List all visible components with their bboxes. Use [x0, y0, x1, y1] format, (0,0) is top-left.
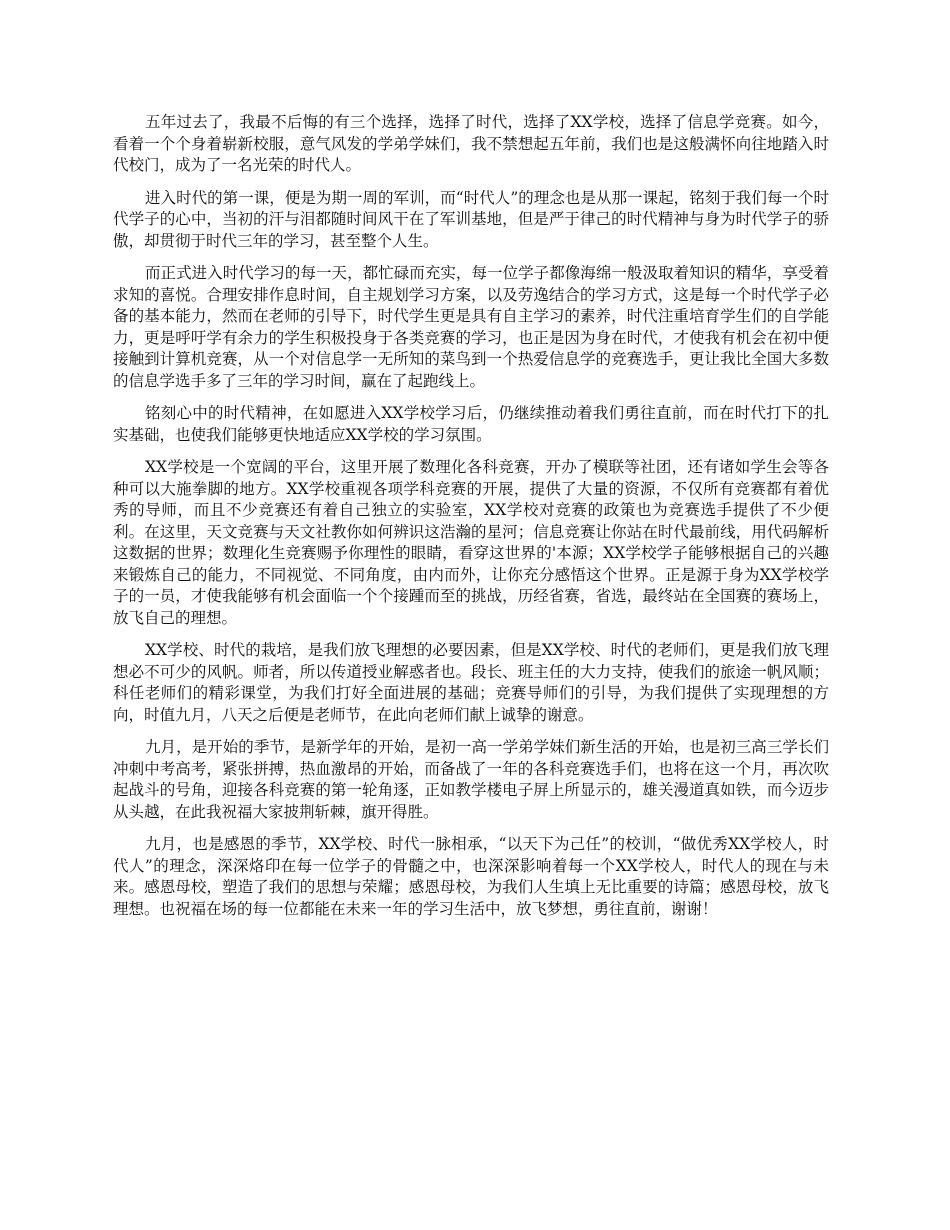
paragraph-2: 进入时代的第一课，便是为期一周的军训，而“时代人”的理念也是从那一课起，铭刻于我们每一个时代学子的心中，当初的汗与泪都随时间风干在了军训基地，但是严于律己的时代精神与身为时代学子的骄傲，却贯彻于时代三年的学习，甚至整个人生。: [113, 188, 829, 250]
document-body: [113, 112, 829, 931]
paragraph-3: 而正式进入时代学习的每一天，都忙碌而充实，每一位学子都像海绵一般汲取着知识的精华，享受着求知的喜悦。合理安排作息时间，自主规划学习方案，以及劳逸结合的学习方式，这是每一个时代学子必备的基本能力，然而在老师的引导下，时代学生更是具有自主学习的素养，时代注重培育学生们的自学能力，更是呼吁学有余力的学生积极投身于各类竞赛的学习，也正是因为身在时代，才使我有机会在初中便接触到计算机竞赛，从一个对信息学一无所知的菜鸟到一个热爱信息学的竞赛选手，更让我比全国大多数的信息学选手多了三年的学习时间，赢在了起跑线上。: [113, 264, 829, 390]
paragraph-4: 铭刻心中的时代精神，在如愿进入XX学校学习后，仍继续推动着我们勇往直前，而在时代打下的扎实基础，也使我们能够更快地适应XX学校的学习氛围。: [113, 404, 829, 444]
paragraph-7: 九月，是开始的季节，是新学年的开始，是初一高一学弟学妹们新生活的开始，也是初三高三学长们冲刺中考高考，紧张拼搏，热血激昂的开始，而备战了一年的各科竞赛选手们，也将在这一个月，再次吹起战斗的号角，迎接各科竞赛的第一轮角逐，正如教学楼电子屏上所显示的，雄关漫道真如铁，而今迈步从头越，在此我祝福大家披荆斩棘，旗开得胜。: [113, 738, 829, 821]
paragraph-8: 九月，也是感恩的季节，XX学校、时代一脉相承，“以天下为己任”的校训，“做优秀XX学校人，时代人”的理念，深深烙印在每一位学子的骨髓之中，也深深影响着每一个XX学校人，时代人的现在与未来。感恩母校，塑造了我们的思想与荣耀；感恩母校，为我们人生填上无比重要的诗篇；感恩母校，放飞理想。也祝福在场的每一位都能在未来一年的学习生活中，放飞梦想，勇往直前，谢谢！: [113, 835, 829, 918]
paragraph-1: 五年过去了，我最不后悔的有三个选择，选择了时代，选择了XX学校，选择了信息学竞赛。如今，看着一个个身着崭新校服，意气风发的学弟学妹们，我不禁想起五年前，我们也是这般满怀向往地踏入时代校门，成为了一名光荣的时代人。: [113, 113, 829, 174]
paragraph-5: XX学校是一个宽阔的平台，这里开展了数理化各科竞赛，开办了模联等社团，还有诸如学生会等各种可以大施拳脚的地方。XX学校重视各项学科竞赛的开展，提供了大量的资源，不仅所有竞赛都有着优秀的导师，而且不少竞赛还有着自己独立的实验室，XX学校对竞赛的政策也为竞赛选手提供了不少便利。在这里，天文竞赛与天文社教你如何辨识这浩瀚的星河；信息竞赛让你站在时代最前线，用代码解析这数据的世界；数理化生竞赛赐予你理性的眼睛，看穿这世界的'本源；XX学校学子能够根据自己的兴趣来锻炼自己的能力，不同视觉、不同角度，由内而外，让你充分感悟这个世界。正是源于身为XX学校学子的一员，才使我能够有机会面临一个个接踵而至的挑战，历经省赛，省选，最终站在全国赛的赛场上，放飞自己的理想。: [113, 458, 829, 627]
paragraph-6: XX学校、时代的栽培，是我们放飞理想的必要因素，但是XX学校、时代的老师们，更是我们放飞理想必不可少的风帆。师者，所以传道授业解惑者也。段长、班主任的大力支持，使我们的旅途一帆风顺；科任老师们的精彩课堂，为我们打好全面进展的基础；竞赛导师们的引导，为我们提供了实现理想的方向，时值九月，八天之后便是老师节，在此向老师们献上诚挚的谢意。: [113, 641, 829, 724]
